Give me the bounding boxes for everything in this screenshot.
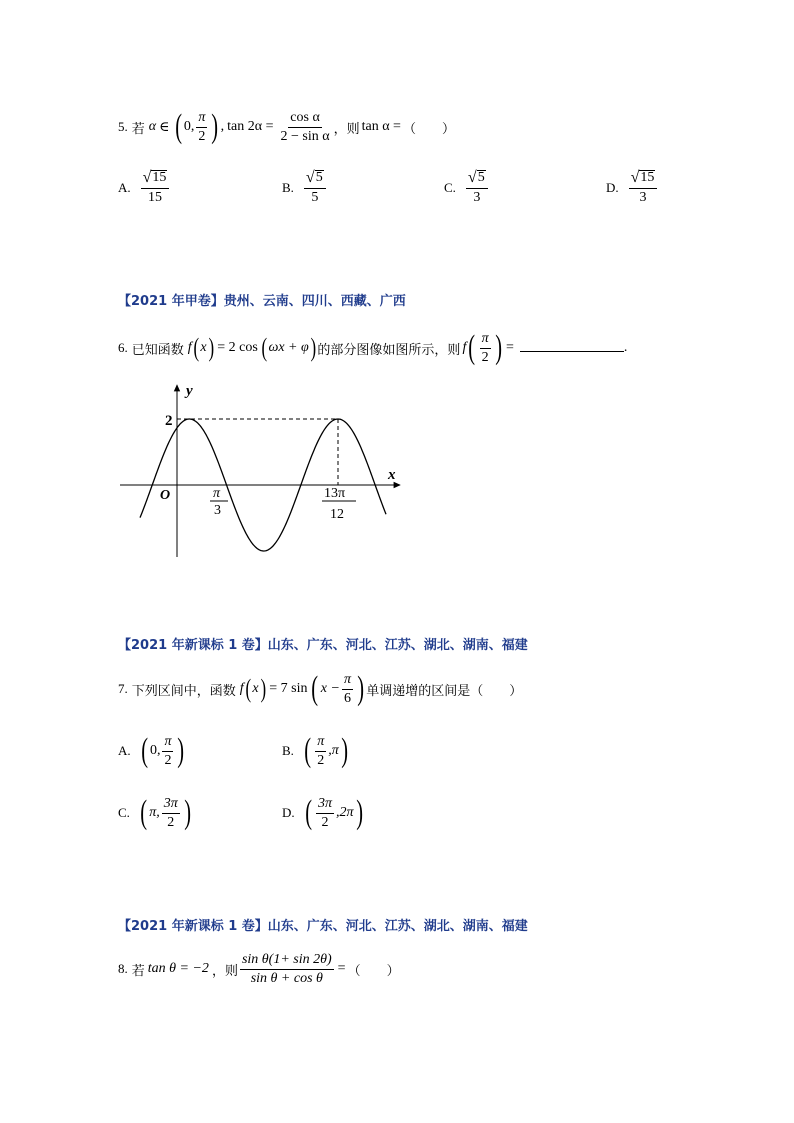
radicand: 15	[640, 170, 655, 185]
tick-pi3-den: 3	[214, 503, 221, 518]
q7-f: f	[239, 681, 244, 696]
rparen: )	[341, 732, 348, 769]
option-label: C.	[444, 179, 456, 195]
tick-13pi12-num: 13π	[324, 486, 346, 501]
q6-answer-blank[interactable]	[520, 350, 624, 352]
radicand: 5	[315, 170, 323, 185]
q6-lparen2: (	[261, 333, 267, 362]
section-header-jia: 【2021 年甲卷】贵州、云南、四川、西藏、广西	[118, 294, 406, 309]
rparen: )	[177, 732, 185, 769]
option-label: D.	[606, 179, 619, 195]
q6-number: 6.	[118, 340, 128, 355]
tick-pi3-num: π	[213, 486, 221, 501]
q6-x: x	[200, 340, 207, 355]
origin-label: O	[160, 488, 171, 503]
q7-option-d[interactable]	[282, 792, 365, 834]
denominator: 2	[167, 814, 175, 830]
max-value-label: 2	[165, 413, 173, 429]
right-part: ,2π	[335, 805, 354, 820]
q7-eq: = 7 sin	[269, 681, 308, 696]
q5-option-c[interactable]	[444, 170, 490, 205]
q5-pi-half	[196, 111, 207, 144]
q7-text2: 单调递增的区间是（ ）	[366, 683, 523, 699]
q6-rparen1: )	[208, 333, 214, 362]
q7-line	[118, 668, 522, 710]
q6-text1: 已知函数	[131, 342, 184, 358]
radicand: 15	[152, 170, 167, 185]
q8-num: sin θ(1+ sin 2θ)	[240, 953, 334, 970]
q7-number: 7.	[118, 681, 128, 696]
left-part: 0,	[149, 743, 161, 758]
q8-fraction	[240, 953, 334, 986]
lparen: (	[140, 794, 147, 831]
q5-option-d[interactable]	[606, 170, 659, 205]
q5-option-a[interactable]	[118, 170, 171, 205]
q7-lparen1: (	[245, 674, 251, 703]
q8-line	[118, 948, 400, 990]
q7-rparen1: )	[260, 674, 266, 703]
denominator: 3	[473, 190, 481, 205]
q5-tan2a: tan 2α =	[227, 119, 274, 134]
denominator: 2	[164, 752, 172, 768]
option-fraction	[162, 735, 173, 768]
denominator: 2	[321, 814, 329, 830]
x-axis-label: x	[388, 467, 396, 483]
option-fraction	[315, 735, 326, 768]
q7-pi-six	[342, 673, 353, 706]
section-header-xin1-second: 【2021 年新课标 1 卷】山东、广东、河北、江苏、湖北、湖南、福建	[118, 919, 528, 934]
q8-number: 8.	[118, 961, 128, 976]
sqrt: √ 15	[629, 170, 658, 189]
sqrt: √ 5	[466, 170, 488, 189]
q5-alpha: α	[148, 119, 157, 134]
q5-ruo: 若	[131, 121, 145, 137]
option-label: A.	[118, 179, 131, 195]
q7-x: x	[252, 681, 259, 696]
q6-pi: π	[480, 332, 491, 349]
lparen: (	[140, 732, 148, 769]
rparen: )	[184, 794, 191, 831]
option-fraction	[304, 170, 326, 205]
q5-option-b[interactable]	[282, 170, 328, 205]
q6-eq: = 2 cos	[217, 340, 258, 355]
q8-eq: =	[337, 961, 346, 976]
q5-line	[118, 106, 455, 148]
numerator: 3π	[162, 797, 180, 814]
q5-tana: tan α =	[361, 119, 401, 134]
q6-arg: ωx + φ	[268, 340, 309, 355]
q7-six: 6	[343, 690, 351, 706]
option-fraction	[162, 797, 180, 830]
denominator: 15	[148, 190, 163, 205]
q8-paren: （ ）	[347, 963, 400, 979]
denominator: 3	[639, 190, 647, 205]
option-label: D.	[282, 805, 295, 820]
q6-eq2: =	[506, 340, 514, 355]
q5-lparen: (	[174, 108, 182, 145]
numerator: π	[162, 735, 173, 752]
option-fraction	[141, 170, 170, 205]
q8-ze: ，则	[211, 963, 238, 979]
y-axis-label: y	[186, 383, 193, 399]
q5-in: ∈	[159, 119, 170, 135]
denominator: 2	[317, 752, 325, 768]
left-part: π,	[149, 805, 160, 820]
q5-zero: 0,	[183, 119, 195, 134]
radicand: 5	[477, 170, 485, 185]
q8-tan: tan θ = −2	[147, 961, 209, 976]
q8-ruo: 若	[131, 963, 145, 979]
numerator: π	[315, 735, 326, 752]
q5-num: cos α	[288, 111, 322, 128]
lparen: (	[304, 794, 312, 831]
q7-lparen2: (	[311, 670, 319, 707]
q5-den: 2 − sin α	[280, 128, 330, 144]
q6-lparen3: (	[468, 329, 476, 366]
q6-text2: 的部分图像如图所示，则	[317, 342, 461, 358]
q5-comma: ,	[220, 119, 225, 134]
q8-den: sin θ + cos θ	[250, 970, 323, 986]
cosine-graph	[110, 375, 420, 565]
q5-paren: （ ）	[402, 121, 455, 137]
q6-rparen2: )	[310, 333, 316, 362]
q5-fraction	[279, 111, 332, 144]
right-part: ,π	[328, 743, 339, 758]
q7-option-b[interactable]	[282, 730, 350, 772]
sqrt: √ 5	[304, 170, 326, 189]
q5-pi: π	[196, 111, 207, 128]
option-label: B.	[282, 743, 294, 758]
q5-number: 5.	[118, 119, 128, 134]
q6-dot: .	[623, 340, 628, 355]
q6-f: f	[187, 340, 192, 355]
q7-rparen2: )	[357, 670, 365, 707]
q6-two: 2	[481, 349, 489, 365]
q7-option-a[interactable]	[118, 730, 187, 772]
option-fraction	[466, 170, 488, 205]
tick-13pi12-den: 12	[330, 507, 344, 522]
q6-f2: f	[462, 340, 467, 355]
option-label: A.	[118, 743, 131, 758]
numerator: 3π	[316, 797, 334, 814]
q5-rparen: )	[211, 108, 219, 145]
q6-lparen1: (	[193, 333, 199, 362]
q5-ze: ，则	[333, 121, 360, 137]
rparen: )	[355, 794, 363, 831]
q7-option-c[interactable]	[118, 792, 193, 834]
lparen: (	[304, 732, 311, 769]
option-label: B.	[282, 179, 294, 195]
q7-xminus: x −	[320, 681, 340, 696]
q7-pi: π	[342, 673, 353, 690]
option-label: C.	[118, 805, 130, 820]
q7-text1: 下列区间中，函数	[131, 683, 236, 699]
q6-pi-half	[480, 332, 491, 365]
sqrt: √ 15	[141, 170, 170, 189]
q5-two: 2	[198, 128, 206, 144]
option-fraction	[316, 797, 334, 830]
q6-line	[118, 327, 627, 369]
q6-rparen3: )	[494, 329, 502, 366]
denominator: 5	[311, 190, 319, 205]
section-header-xin1: 【2021 年新课标 1 卷】山东、广东、河北、江苏、湖北、湖南、福建	[118, 638, 528, 653]
option-fraction	[629, 170, 658, 205]
